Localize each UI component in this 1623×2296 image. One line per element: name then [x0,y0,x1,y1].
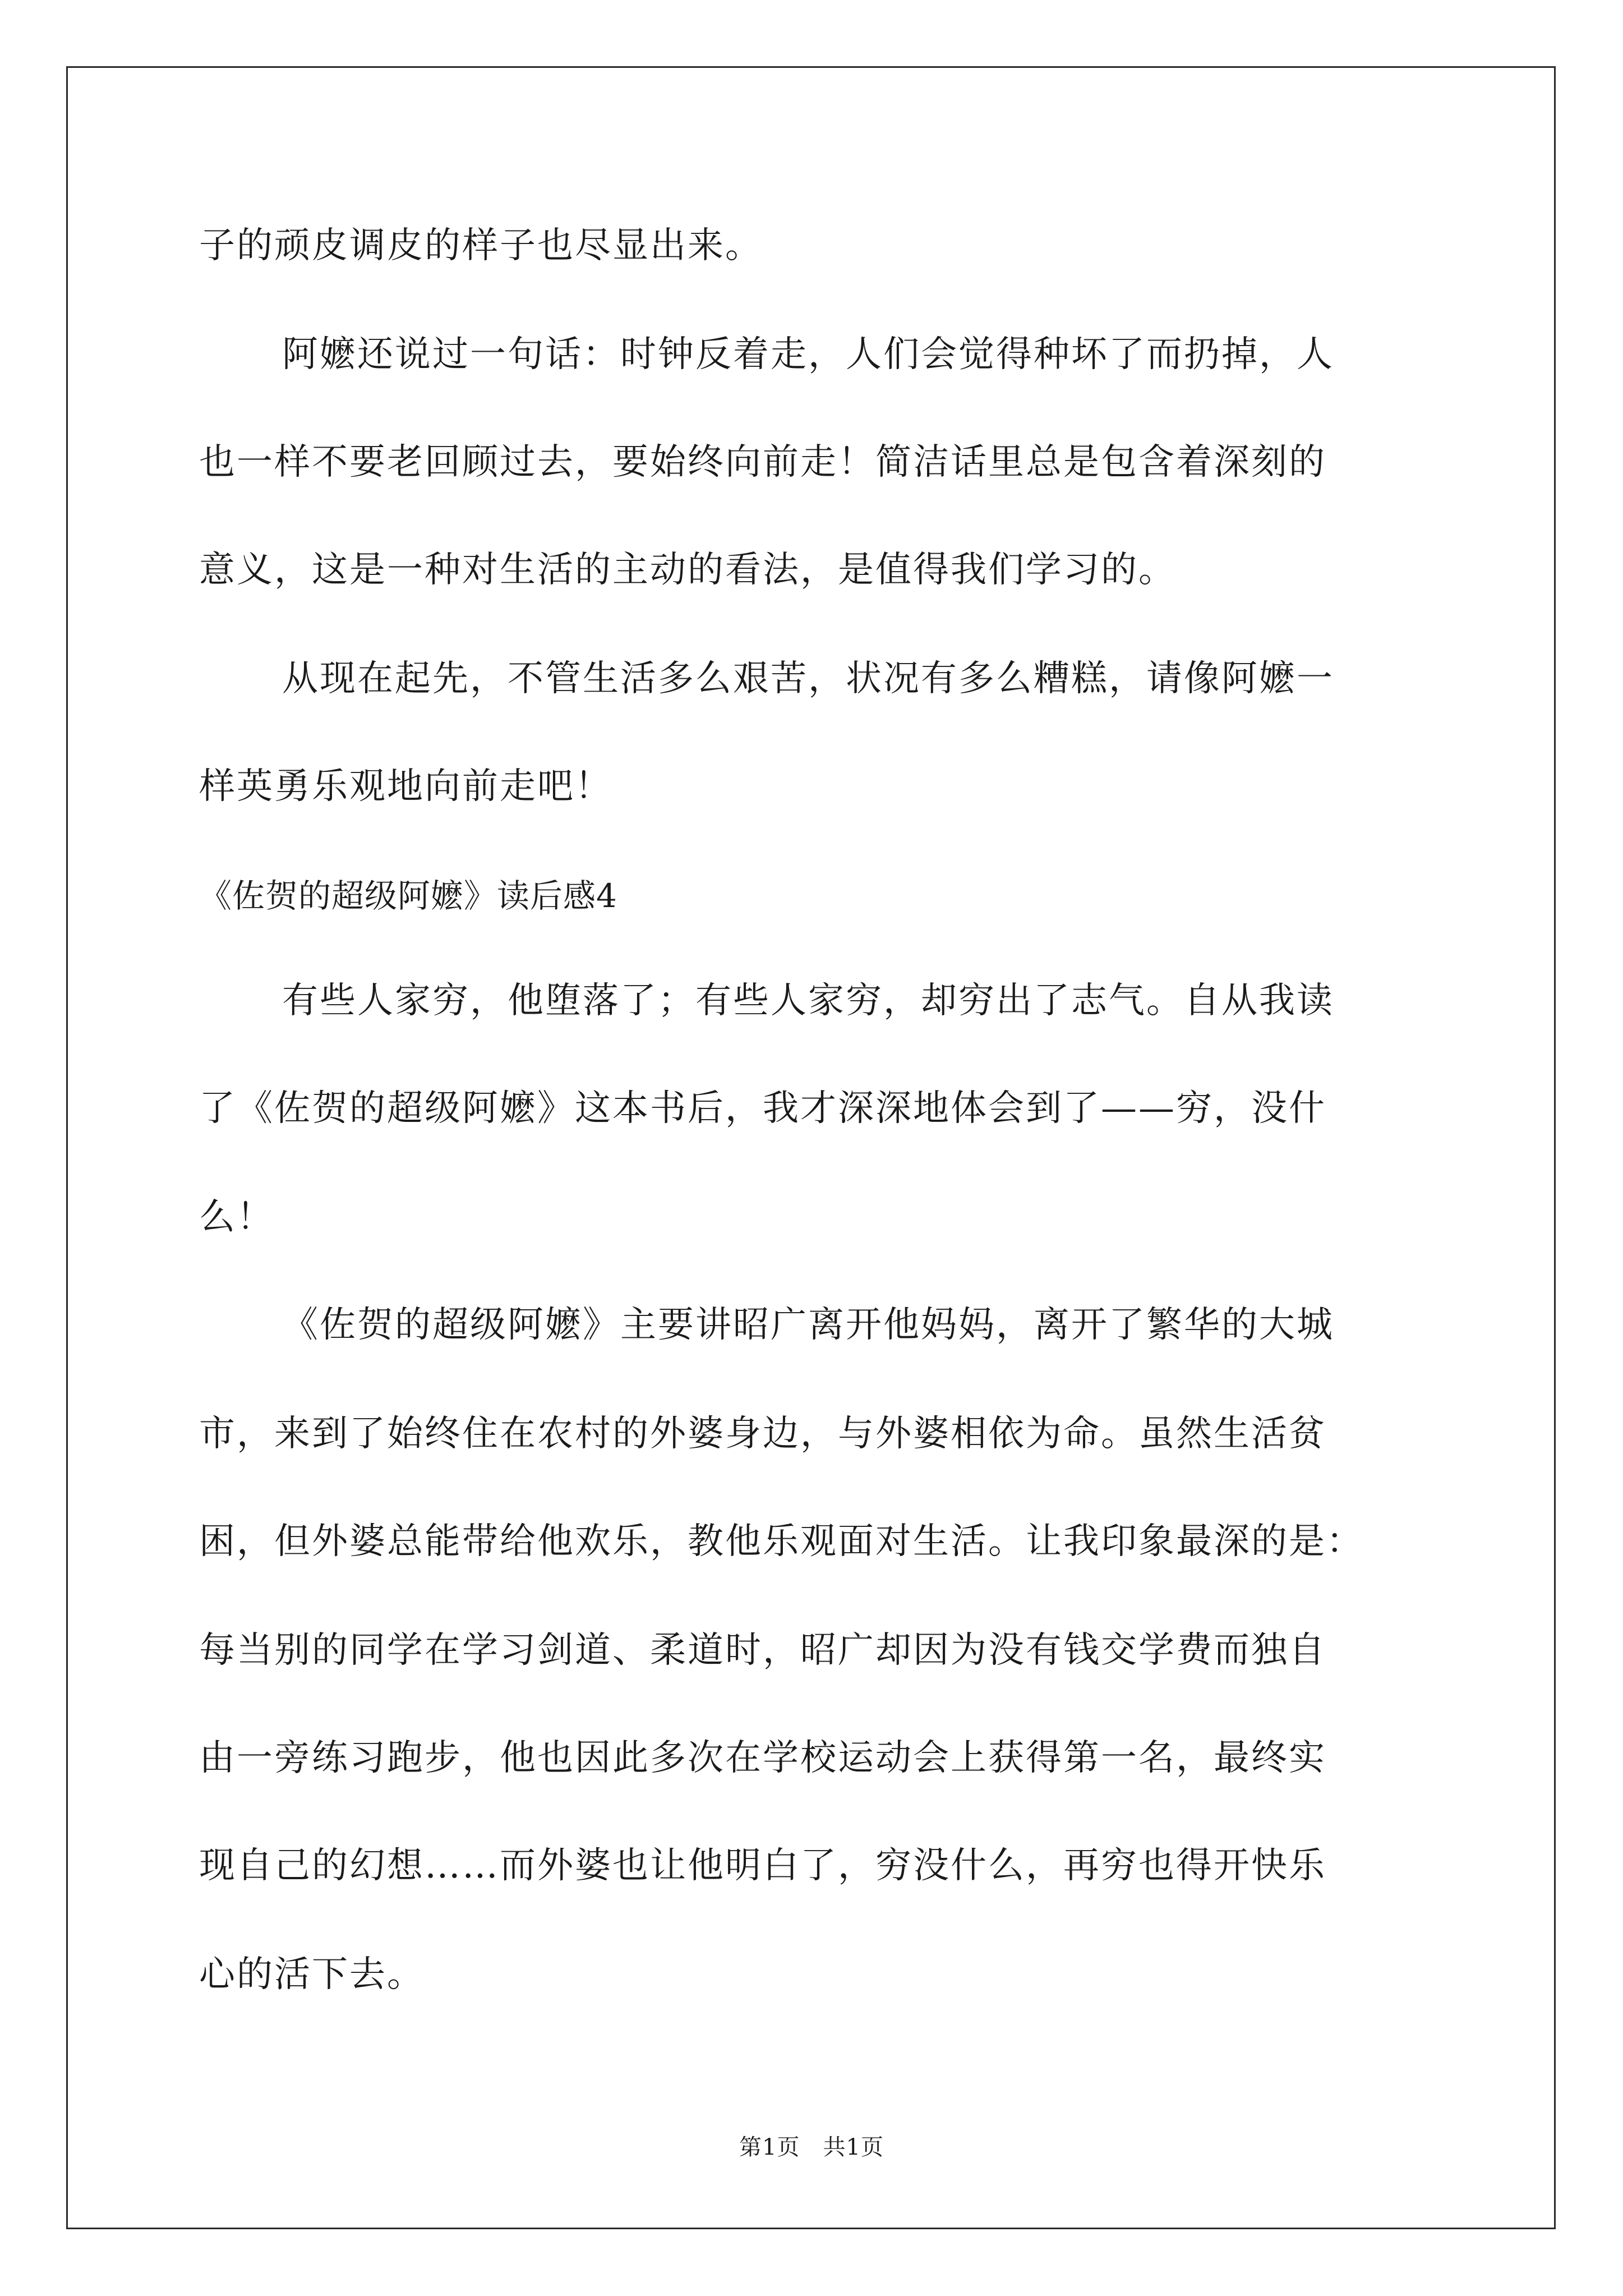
section-paragraph-2-line-5: 由一旁练习跑步，他也因此多次在学校运动会上获得第一名，最终实 [199,1737,1326,1779]
section-paragraph-2-line-7: 心的活下去。 [199,1954,425,1995]
page-border [66,66,1556,2229]
section-paragraph-2-line-4: 每当别的同学在学习剑道、柔道时，昭广却因为没有钱交学费而独自 [199,1630,1326,1671]
section-paragraph-2-line-6: 现自己的幻想……而外婆也让他明白了，穷没什么，再穷也得开快乐 [199,1845,1326,1887]
section-paragraph-1-line-2: 了《佐贺的超级阿嬷》这本书后，我才深深地体会到了——穷，没什 [199,1088,1326,1129]
section-paragraph-1-line-3: 么！ [199,1197,274,1238]
paragraph-3-line-1: 从现在起先，不管生活多么艰苦，状况有多么糟糕，请像阿嬷一 [282,658,1334,700]
paragraph-1-line-1: 子的顽皮调皮的样子也尽显出来。 [199,225,763,266]
section-paragraph-1-line-1: 有些人家穷，他堕落了；有些人家穷，却穷出了志气。自从我读 [282,980,1334,1022]
section-paragraph-2-line-2: 市，来到了始终住在农村的外婆身边，与外婆相依为命。虽然生活贫 [199,1413,1326,1455]
section-paragraph-2-line-3: 困，但外婆总能带给他欢乐，教他乐观面对生活。让我印象最深的是： [199,1521,1364,1562]
paragraph-2-line-2: 也一样不要老回顾过去，要始终向前走！简洁话里总是包含着深刻的 [199,441,1326,483]
page-footer: 第1页 共1页 [739,2134,884,2160]
paragraph-2-line-1: 阿嬷还说过一句话：时钟反着走，人们会觉得种坏了而扔掉，人 [282,334,1334,375]
section-heading: 《佐贺的超级阿嬷》读后感4 [199,877,617,915]
section-paragraph-2-line-1: 《佐贺的超级阿嬷》主要讲昭广离开他妈妈，离开了繁华的大城 [282,1304,1334,1346]
paragraph-2-line-3: 意义，这是一种对生活的主动的看法，是值得我们学习的。 [199,549,1176,591]
paragraph-3-line-2: 样英勇乐观地向前走吧！ [199,766,612,807]
